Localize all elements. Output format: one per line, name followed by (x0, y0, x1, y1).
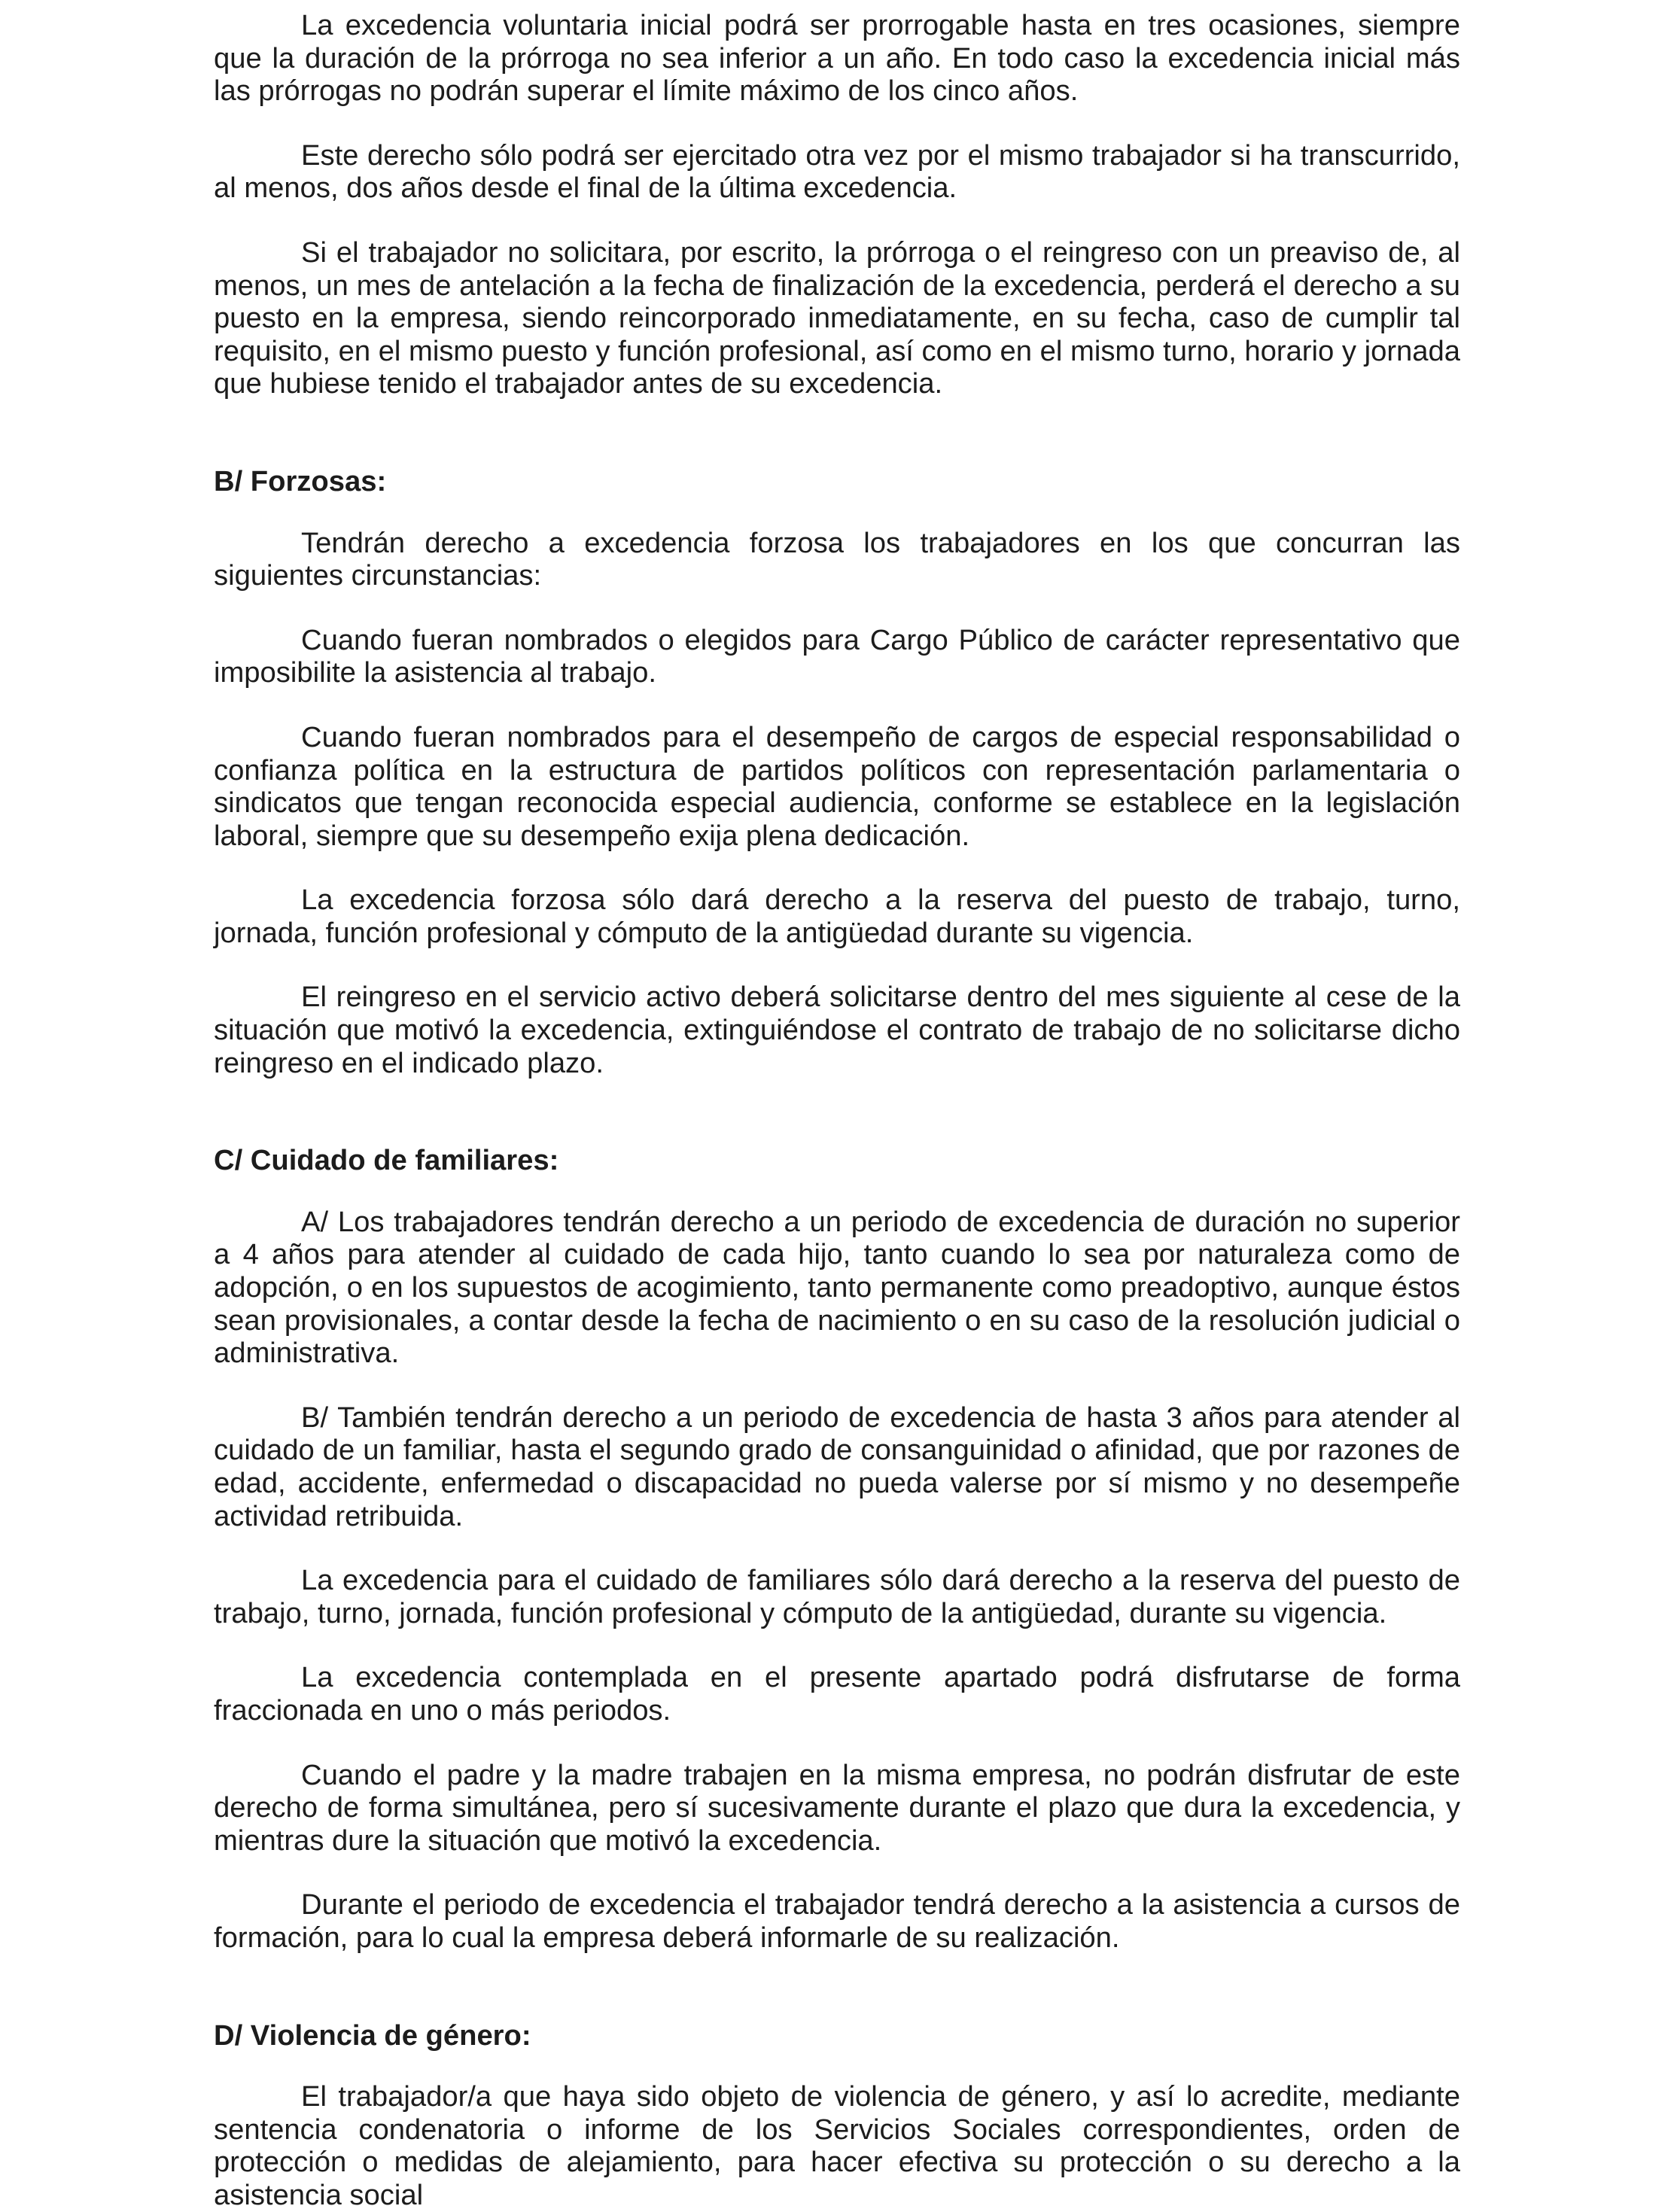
paragraph-nuevo-ejercicio: Este derecho sólo podrá ser ejercitado otra vez por el mismo trabajador si ha transcurrido, al menos, dos años desde el final de la última excedencia. (214, 138, 1460, 205)
paragraph-violencia-genero: El trabajador/a que haya sido objeto de violencia de género, y así lo acredite, mediante sentencia condenatoria o informe de los Servicios Sociales correspondientes, orden de protección o medidas de alejamiento, para hacer efectiva su protección o su derecho a la asistencia social (214, 2080, 1460, 2211)
paragraph-cargo-publico: Cuando fueran nombrados o elegidos para Cargo Público de carácter representativo que imposibilite la asistencia al trabajo. (214, 623, 1460, 689)
paragraph-reserva-familiares: La excedencia para el cuidado de familiares sólo dará derecho a la reserva del puesto de trabajo, turno, jornada, función profesional y cómputo de la antigüedad, durante su vigencia. (214, 1564, 1460, 1629)
heading-cuidado-familiares: C/ Cuidado de familiares: (214, 1144, 559, 1177)
heading-forzosas: B/ Forzosas: (214, 464, 387, 497)
paragraph-cuidado-familiar: B/ También tendrán derecho a un periodo de excedencia de hasta 3 años para atender al cuidado de un familiar, hasta el segundo grado de consanguinidad o afinidad, que por razones de edad, accidente, enfermedad o discapacidad no pueda valerse por sí mismo y no desempeñe actividad retribuida. (214, 1401, 1460, 1532)
paragraph-forma-fraccionada: La excedencia contemplada en el presente apartado podrá disfrutarse de forma fraccionada en uno o más periodos. (214, 1661, 1460, 1727)
paragraph-prorroga-excedencia: La excedencia voluntaria inicial podrá ser prorrogable hasta en tres ocasiones, siempre que la duración de la prórroga no sea inferior a un año. En todo caso la excedencia inicial más las prórrogas no podrán superar el límite máximo de los cinco años. (214, 9, 1460, 108)
paragraph-cursos-formacion: Durante el periodo de excedencia el trabajador tendrá derecho a la asistencia a cursos de formación, para lo cual la empresa deberá informarle de su realización. (214, 1888, 1460, 1954)
paragraph-reserva-puesto: La excedencia forzosa sólo dará derecho a la reserva del puesto de trabajo, turno, jornada, función profesional y cómputo de la antigüedad durante su vigencia. (214, 884, 1460, 949)
paragraph-derecho-forzosa: Tendrán derecho a excedencia forzosa los trabajadores en los que concurran las siguientes circunstancias: (214, 526, 1460, 592)
paragraph-reingreso-servicio: El reingreso en el servicio activo deberá solicitarse dentro del mes siguiente al cese de la situación que motivó la excedencia, extinguiéndose el contrato de trabajo de no solicitarse dicho reingreso en el indicado plazo. (214, 981, 1460, 1079)
paragraph-padre-madre: Cuando el padre y la madre trabajen en la misma empresa, no podrán disfrutar de este derecho de forma simultánea, pero sí sucesivamente durante el plazo que dura la excedencia, y mientras dure la situación que motivó la excedencia. (214, 1758, 1460, 1857)
paragraph-cargos-especiales: Cuando fueran nombrados para el desempeño de cargos de especial responsabilidad o confianza política en la estructura de partidos políticos con representación parlamentaria o sindicatos que tengan reconocida especial audiencia, conforme se establece en la legislación laboral, siempre que su desempeño exija plena dedicación. (214, 720, 1460, 852)
paragraph-cuidado-hijo: A/ Los trabajadores tendrán derecho a un periodo de excedencia de duración no superior a 4 años para atender al cuidado de cada hijo, tanto cuando lo sea por naturaleza como de adopción, o en los supuestos de acogimiento, tanto permanente como preadoptivo, aunque éstos sean provisionales, a contar desde la fecha de nacimiento o en su caso de la resolución judicial o administrativa. (214, 1205, 1460, 1370)
document-page (214, 9, 1460, 2212)
paragraph-solicitud-reingreso: Si el trabajador no solicitara, por escrito, la prórroga o el reingreso con un preaviso de, al menos, un mes de antelación a la fecha de finalización de la excedencia, perderá el derecho a su puesto en la empresa, siendo reincorporado inmediatamente, en su fecha, caso de cumplir tal requisito, en el mismo puesto y función profesional, así como en el mismo turno, horario y jornada que hubiese tenido el trabajador antes de su excedencia. (214, 236, 1460, 400)
heading-violencia-genero: D/ Violencia de género: (214, 2019, 531, 2052)
